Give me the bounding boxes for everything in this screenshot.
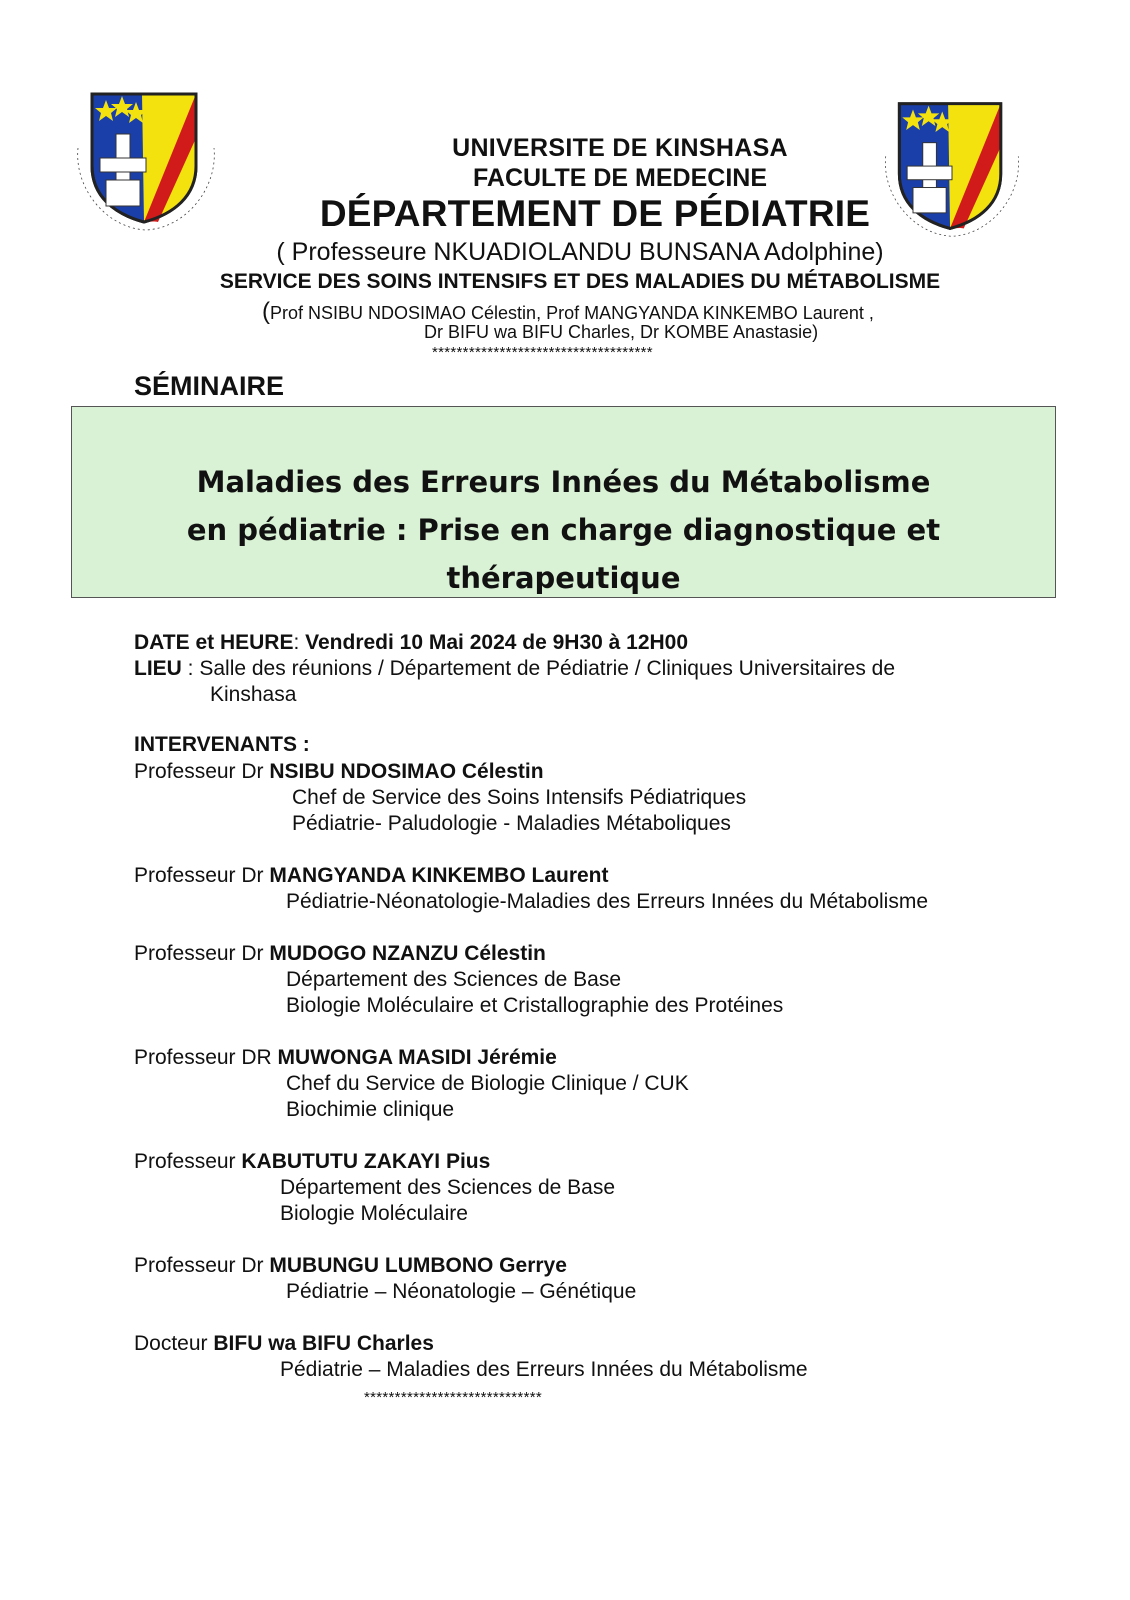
date-value: Vendredi 10 Mai 2024 de 9H30 à 12H00 [305,631,689,654]
speaker-detail: Pédiatrie – Néonatologie – Génétique [286,1280,637,1303]
place-line [134,657,895,681]
speaker-detail: Chef du Service de Biologie Clinique / CUK [286,1072,689,1095]
speaker-detail: Pédiatrie-Néonatologie-Maladies des Erreurs Innées du Métabolisme [286,890,929,913]
speaker-detail: Département des Sciences de Base [286,968,622,991]
speaker-name-line: Professeur Dr MANGYANDA KINKEMBO Laurent [134,864,609,887]
speaker-detail: Pédiatrie – Maladies des Erreurs Innées du Métabolisme [280,1358,808,1381]
speaker-detail: Biologie Moléculaire et Cristallographie des Protéines [286,994,784,1017]
speaker-detail: Pédiatrie- Paludologie - Maladies Métaboliques [292,812,731,835]
speaker-name-line: Professeur DR MUWONGA MASIDI Jérémie [134,1046,557,1069]
speaker-name-line: Professeur Dr MUBUNGU LUMBONO Gerrye [134,1254,567,1277]
department-title: DÉPARTEMENT DE PÉDIATRIE [319,193,871,234]
service-staff-line-2: Dr BIFU wa BIFU Charles, Dr KOMBE Anastasie) [424,322,819,342]
speaker-name-line: Professeur Dr NSIBU NDOSIMAO Célestin [134,760,544,783]
service-staff-line-1: (Prof NSIBU NDOSIMAO Célestin, Prof MANGYANDA KINKEMBO Laurent , [262,298,874,325]
department-head: ( Professeure NKUADIOLANDU BUNSANA Adolphine) [276,238,884,266]
seminar-title-line-1: Maladies des Erreurs Innées du Métabolisme [196,465,931,499]
speaker-detail: Département des Sciences de Base [280,1176,616,1199]
footer-separator: ***************************** [364,1389,542,1406]
header-separator: ************************************ [432,344,653,361]
service-title: SERVICE DES SOINS INTENSIFS ET DES MALADIES DU MÉTABOLISME [219,270,941,293]
seminar-title-line-2: en pédiatrie : Prise en charge diagnostique et [186,513,941,547]
seminar-title-box [71,406,1056,598]
seminar-label: SÉMINAIRE [134,371,285,401]
place-value-continued: Kinshasa [210,683,297,706]
seminar-title-line-3: thérapeutique [446,561,681,595]
date-line: DATE et HEURE: Vendredi 10 Mai 2024 de 9H30 à 12H00 [134,631,689,654]
date-label: DATE et HEURE [134,631,294,654]
faculty-name: FACULTE DE MEDECINE [473,164,767,192]
speaker-name-line: Professeur Dr MUDOGO NZANZU Célestin [134,942,546,965]
place-value: : Salle des réunions / Département de Pédiatrie / Cliniques Universitaires de [181,657,896,680]
speakers-heading: INTERVENANTS : [134,733,310,756]
place-label: LIEU [134,657,182,680]
university-name: UNIVERSITE DE KINSHASA [452,134,788,162]
speaker-name-line: Docteur BIFU wa BIFU Charles [134,1332,434,1355]
speaker-detail: Biochimie clinique [286,1098,455,1121]
speaker-detail: Biologie Moléculaire [280,1202,468,1225]
speaker-name-line: Professeur KABUTUTU ZAKAYI Pius [134,1150,491,1173]
speaker-detail: Chef de Service des Soins Intensifs Pédiatriques [292,786,747,809]
